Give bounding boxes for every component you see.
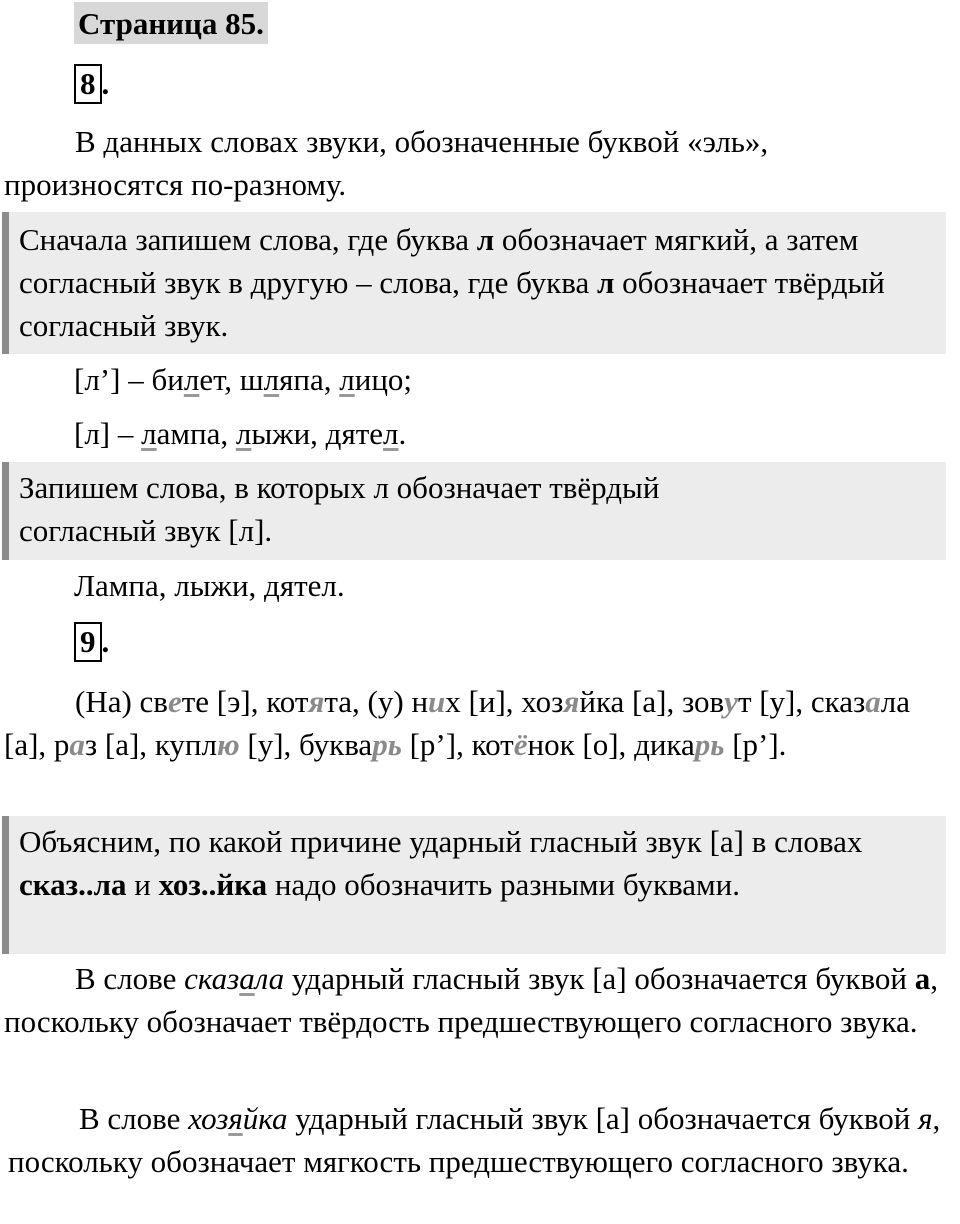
task-8-dot: .: [101, 66, 110, 101]
hint-text: Объясним, по какой причине ударный гласный звук [а] в словах: [19, 824, 863, 859]
expl-text: ударный гласный звук [а] обозначается буквой: [284, 961, 915, 996]
line-label: [л] –: [74, 416, 142, 451]
hint-letter: л: [596, 265, 615, 300]
expl-text: ударный гласный звук [а] обозначается буквой: [287, 1101, 919, 1136]
task-9-hint: [2, 816, 946, 954]
hint-word: хоз..йка: [158, 867, 268, 902]
highlighted-letter: я: [563, 684, 580, 719]
underlined-letter: л: [339, 362, 355, 397]
expl-text: , поскольку обозначает твёрдость предшествующего согласного звука.: [4, 961, 938, 1039]
page-title: Страница 85.: [74, 2, 268, 44]
hint-text: обозначает мягкий, а затем согласный звук в другую – слова, где буква: [19, 222, 859, 300]
word-part: ампа,: [156, 416, 236, 451]
hint-letter: л: [476, 222, 495, 257]
task-9-word: дикарь [р’].: [634, 727, 787, 762]
word-part: ет,: [199, 362, 240, 397]
underlined-letter: л: [235, 416, 252, 451]
task-9-word: хозяйка [а],: [521, 684, 682, 719]
highlighted-letter: у: [724, 684, 738, 719]
highlighted-letter: и: [428, 684, 446, 719]
word-part: ш: [239, 362, 264, 397]
highlighted-letter: я: [308, 684, 325, 719]
underlined-letter: л: [383, 416, 399, 451]
highlighted-letter: а: [865, 684, 881, 719]
highlighted-letter: рь: [372, 727, 402, 762]
task-9-word: зовут [у],: [681, 684, 811, 719]
task-8-answer: Лампа, лыжи, дятел.: [74, 568, 345, 603]
task-9-header: [74, 622, 109, 662]
task-8-hint-2: Запишем слова, в которых л обозначает твёрдый согласный звук [л].: [2, 462, 946, 560]
task-9-word: раз [а],: [53, 727, 155, 762]
soft-l-line: [74, 358, 412, 401]
underlined-letter: л: [183, 362, 200, 397]
highlighted-letter: е: [167, 684, 182, 719]
word-part: ицо;: [354, 362, 413, 397]
hint-text: и: [126, 867, 159, 902]
expl-word: хозяйка: [188, 1101, 288, 1136]
expl-letter: я: [918, 1101, 933, 1136]
hint-text: надо обозначить разными буквами.: [267, 867, 740, 902]
highlighted-letter: ё: [513, 727, 528, 762]
task-9-word: куплю [у],: [154, 727, 300, 762]
task-9-word: котята,: [266, 684, 368, 719]
task-9-explanation-2: [8, 1097, 954, 1183]
task-9-word: сказала [а],: [4, 684, 910, 762]
task-8-number: 8: [74, 64, 102, 104]
task-9-dot: .: [101, 624, 110, 659]
task-9-word: (у) них [и],: [367, 684, 522, 719]
word-part: ыжи,: [251, 416, 326, 451]
expl-word: сказала: [184, 961, 285, 996]
task-9-word: (На) свете [э],: [75, 684, 267, 719]
task-9-word: котёнок [о],: [471, 727, 635, 762]
highlighted-letter: а: [69, 727, 85, 762]
word-part: дяте: [325, 416, 384, 451]
task-8-hint-1: [2, 212, 946, 354]
expl-text: В слове: [79, 1101, 189, 1136]
task-9-word: букварь [р’],: [299, 727, 472, 762]
task-8-header: [74, 64, 109, 104]
underlined-letter: л: [263, 362, 280, 397]
task-9-words: [4, 680, 954, 766]
expl-text: , поскольку обозначает мягкость предшествующего согласного звука.: [8, 1101, 941, 1179]
line-label: [л’] –: [74, 362, 152, 397]
hint-text: обозначает твёрдый согласный звук.: [19, 265, 885, 343]
task-8-intro: В данных словах звуки, обозначенные буквой «эль», произносятся по-разному.: [4, 124, 769, 202]
expl-text: В слове: [75, 961, 185, 996]
task-9-number: 9: [74, 622, 102, 662]
highlighted-letter: рь: [694, 727, 725, 762]
word-part: япа,: [279, 362, 340, 397]
underlined-letter: л: [141, 416, 157, 451]
hard-l-line: [74, 412, 406, 455]
hint-word: сказ..ла: [19, 867, 127, 902]
hint-text: Сначала запишем слова, где буква: [19, 222, 477, 257]
task-9-explanation-1: [4, 957, 954, 1043]
word-part: би: [151, 362, 184, 397]
highlighted-letter: ю: [217, 727, 240, 762]
expl-letter: а: [914, 961, 931, 996]
word-part: .: [398, 416, 407, 451]
